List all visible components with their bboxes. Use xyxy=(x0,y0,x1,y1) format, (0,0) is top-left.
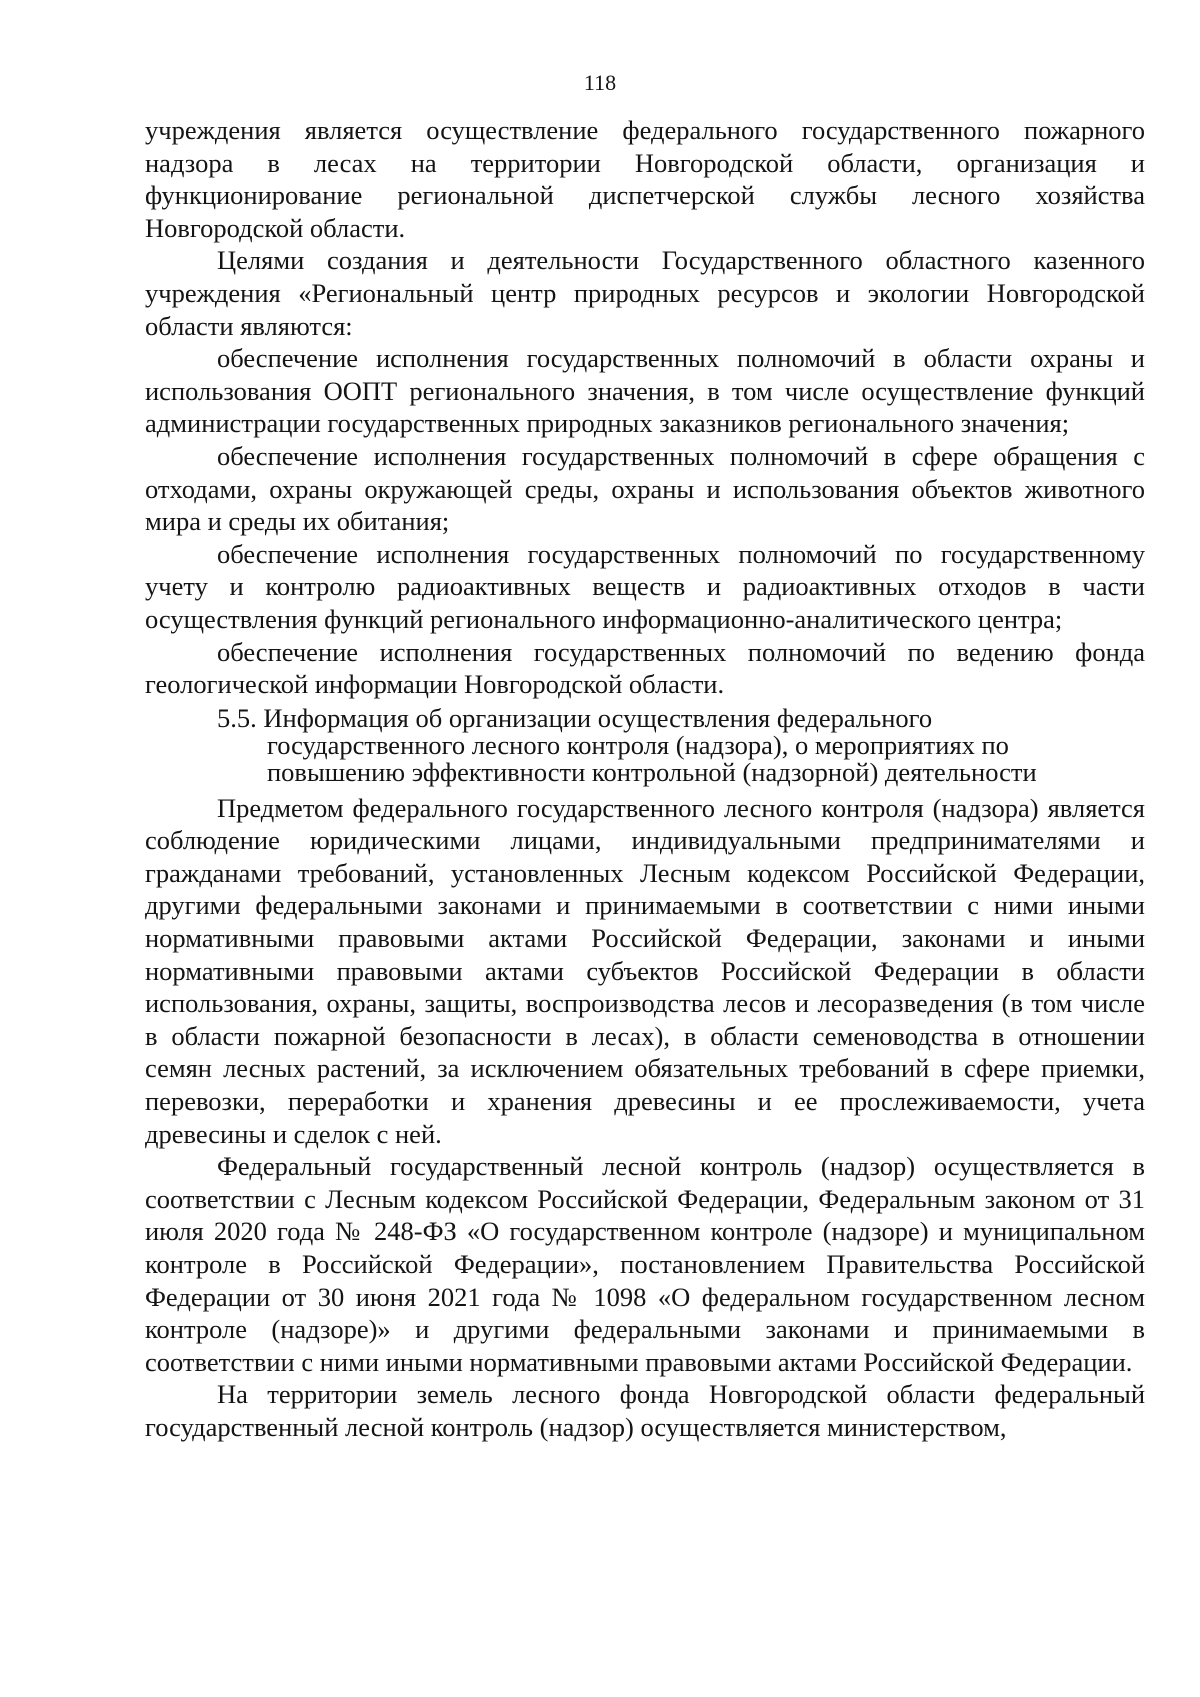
paragraph-continuation: учреждения является осуществление федерального государственного пожарного надзора в лесах на территории Новгородской области, организация и функционирование региональной диспетчерской службы лесного хозяйства Новгородской области. xyxy=(145,115,1145,243)
paragraph: Федеральный государственный лесной контроль (надзор) осуществляется в соответствии с Лесным кодексом Российской Федерации, Федеральным законом от 31 июля 2020 года № 248-ФЗ «О государственном контроле (надзоре) и муниципальном контроле в Российской Федерации», постановлением Правительства Российской Федерации от 30 июня 2021 года № 1098 «О федеральном государственном лесном контроле (надзоре)» и другими федеральными законами и принимаемыми в соответствии с ними иными нормативными правовыми актами Российской Федерации. xyxy=(145,1151,1145,1377)
section-heading-line: государственного лесного контроля (надзора), о мероприятиях по xyxy=(267,729,1009,760)
paragraph: обеспечение исполнения государственных полномочий по государственному учету и контролю радиоактивных веществ и радиоактивных отходов в части осуществления функций регионального информационно-аналитического центра; xyxy=(145,538,1145,634)
paragraph: На территории земель лесного фонда Новгородской области федеральный государственный лесной контроль (надзор) осуществляется министерством, xyxy=(145,1379,1145,1442)
paragraph: обеспечение исполнения государственных полномочий по ведению фонда геологической информации Новгородской области. xyxy=(145,636,1145,700)
paragraph: Предметом федерального государственного лесного контроля (надзора) является соблюдение юридическими лицами, индивидуальными предпринимателями и гражданами требований, установленных Лесным кодексом Российской Федерации, другими федеральными законами и принимаемыми в соответствии с ними иными нормативными правовыми актами Российской Федерации, законами и иными нормативными правовыми актами субъектов Российской Федерации в области использования, охраны, защиты, воспроизводства лесов и лесоразведения (в том числе в области пожарной безопасности в лесах), в области семеноводства в отношении семян лесных растений, за исключением обязательных требований в сфере приемки, перевозки, переработки и хранения древесины и ее прослеживаемости, учета древесины и сделок с ней. xyxy=(145,792,1145,1149)
paragraph: обеспечение исполнения государственных полномочий в области охраны и использования ООПТ регионального значения, в том числе осуществление функций администрации государственных природных заказников регионального значения; xyxy=(145,343,1145,439)
document-body xyxy=(145,114,1145,1444)
paragraph: обеспечение исполнения государственных полномочий в сфере обращения с отходами, охраны окружающей среды, охраны и использования объектов животного мира и среды их обитания; xyxy=(145,440,1145,537)
section-heading-line: повышению эффективности контрольной (надзорной) деятельности xyxy=(267,756,1037,787)
section-heading-line: 5.5. Информация об организации осуществления федерального xyxy=(217,702,933,733)
section-heading xyxy=(145,702,1145,787)
page-number: 118 xyxy=(583,70,617,95)
paragraph: Целями создания и деятельности Государственного областного казенного учреждения «Региональный центр природных ресурсов и экологии Новгородской области являются: xyxy=(145,245,1145,341)
